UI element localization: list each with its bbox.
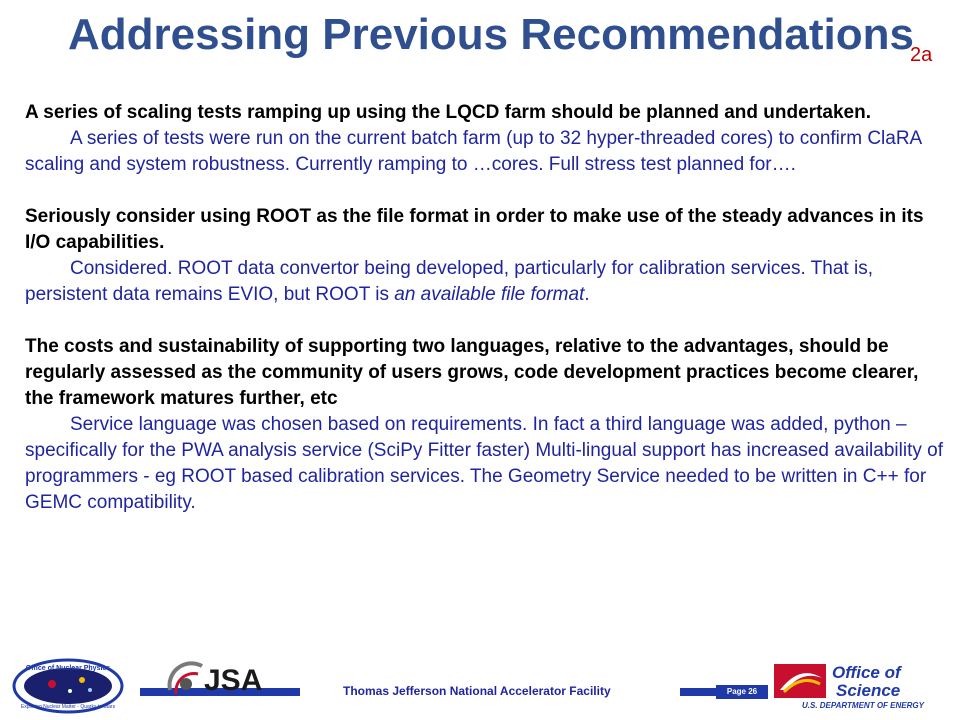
slide-title: Addressing Previous Recommendations bbox=[68, 10, 914, 59]
recommendation-text: A series of scaling tests ramping up using the LQCD farm should be planned and undertaken. bbox=[25, 102, 871, 123]
svg-text:U.S. DEPARTMENT OF ENERGY: U.S. DEPARTMENT OF ENERGY bbox=[802, 701, 924, 710]
svg-text:Office of Nuclear Physics: Office of Nuclear Physics bbox=[25, 665, 111, 672]
lab-name: Thomas Jefferson National Accelerator Facility bbox=[343, 684, 611, 698]
slide-content bbox=[25, 100, 945, 542]
recommendation-1 bbox=[25, 100, 945, 178]
svg-text:Science: Science bbox=[836, 681, 901, 700]
response-end: . bbox=[584, 284, 590, 305]
svg-text:Exploring Nuclear Matter - Qua: Exploring Nuclear Matter - Quarks to Stars bbox=[20, 704, 116, 710]
recommendation-text: The costs and sustainability of supporting two languages, relative to the advantages, should be regularly assessed as the community of users grows, code development practices become clearer, the framework matures further, etc bbox=[25, 336, 919, 409]
response-body: Service language was chosen based on requirements. In fact a third language was added, python – specifically for the PWA analysis service (SciPy Fitter faster) Multi-lingual support has increased availability of programmers - eg ROOT based calibration services. The Geometry Service needed to be written in C++ for GEMC compatibility. bbox=[25, 414, 943, 513]
response-text bbox=[25, 126, 945, 178]
recommendation-2 bbox=[25, 204, 945, 308]
jsa-logo bbox=[162, 660, 272, 707]
recommendation-text: Seriously consider using ROOT as the file format in order to make use of the steady advances in its I/O capabilities. bbox=[25, 206, 924, 253]
response-body: Considered. ROOT data convertor being developed, particularly for calibration services. That is, persistent data remains EVIO, but ROOT is bbox=[25, 258, 873, 305]
response-text bbox=[25, 256, 945, 308]
response-italic: an available file format bbox=[394, 284, 585, 305]
office-of-nuclear-physics-logo bbox=[12, 658, 124, 719]
svg-text:Office of: Office of bbox=[832, 663, 901, 682]
office-of-science-logo bbox=[772, 660, 948, 715]
recommendation-3 bbox=[25, 334, 945, 516]
svg-text:JSA: JSA bbox=[204, 664, 263, 697]
response-body: A series of tests were run on the current batch farm (up to 32 hyper-threaded cores) to confirm ClaRA scaling and system robustness. Currently ramping to …cores. Full stress test planned for…. bbox=[25, 128, 922, 175]
response-text bbox=[25, 412, 945, 516]
page-number: Page 26 bbox=[716, 685, 768, 699]
slide-number-label: 2a bbox=[910, 44, 933, 66]
